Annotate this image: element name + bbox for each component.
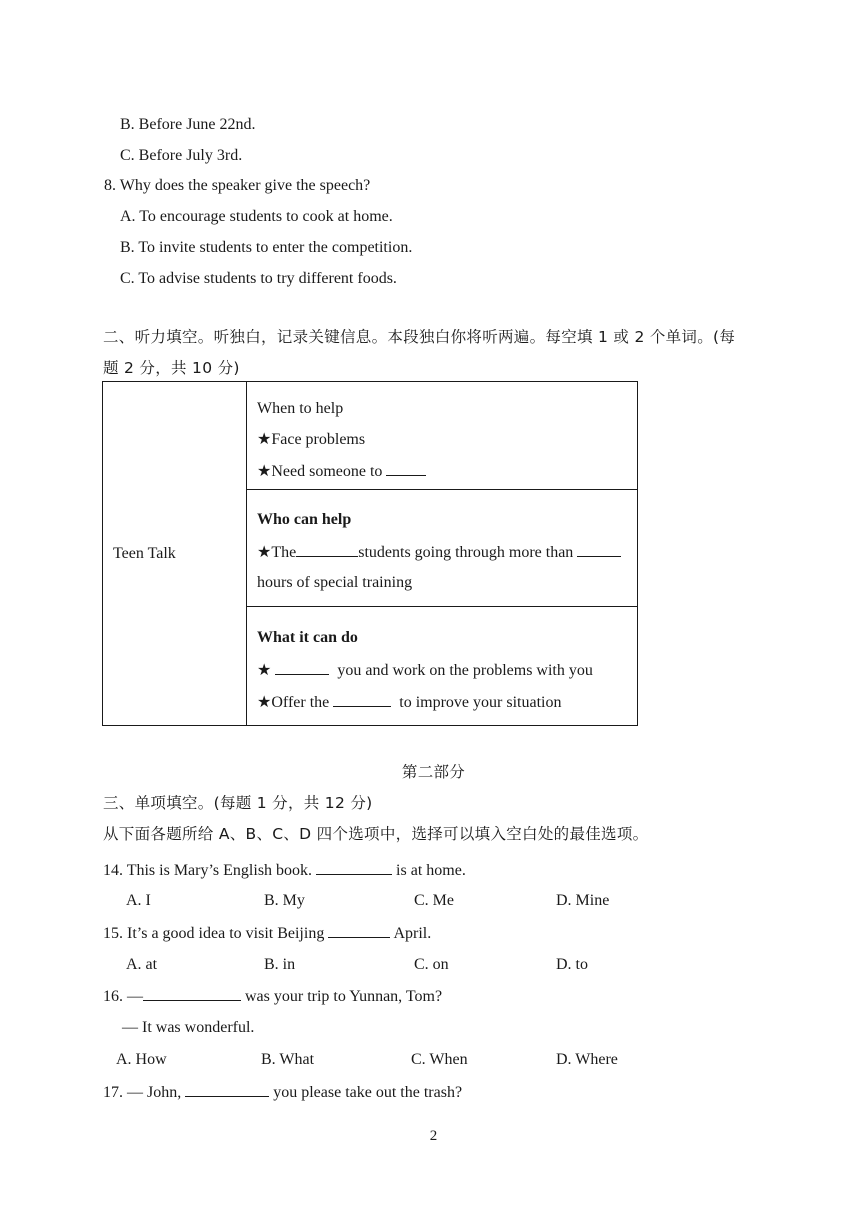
row-what-line2: ★Offer the to improve your situation <box>257 694 562 711</box>
q14-option-c[interactable]: C. Me <box>414 892 454 909</box>
q8-option-c: C. To advise students to try different foods. <box>120 270 397 287</box>
part2-title: 第二部分 <box>401 763 466 781</box>
q14-blank[interactable] <box>316 860 392 875</box>
row-when-title: When to help <box>257 400 344 417</box>
row-when-line1: ★Face problems <box>257 431 366 448</box>
q14-question: 14. This is Mary’s English book. is at home. <box>103 862 466 879</box>
listening-table <box>102 381 638 726</box>
q16-option-b[interactable]: B. What <box>261 1051 315 1068</box>
q16-option-a[interactable]: A. How <box>116 1051 167 1068</box>
q8-option-b: B. To invite students to enter the competition. <box>120 239 413 256</box>
q7-option-c: C. Before July 3rd. <box>120 147 243 164</box>
q8-option-a: A. To encourage students to cook at home. <box>120 208 393 225</box>
q14-option-a[interactable]: A. I <box>126 892 151 909</box>
page-number: 2 <box>429 1128 438 1144</box>
q16-option-c[interactable]: C. When <box>411 1051 468 1068</box>
q17-question: 17. — John, you please take out the trash? <box>103 1084 463 1101</box>
q17-blank[interactable] <box>185 1082 269 1097</box>
q16-reply: — It was wonderful. <box>122 1019 255 1036</box>
q15-option-b[interactable]: B. in <box>264 956 296 973</box>
q16-question: 16. — was your trip to Yunnan, Tom? <box>103 988 443 1005</box>
q15-blank[interactable] <box>328 923 390 938</box>
table-row-who <box>247 490 638 607</box>
q7-option-b: B. Before June 22nd. <box>120 116 256 133</box>
row-what-line1: ★ you and work on the problems with you <box>257 662 593 679</box>
q14-option-d[interactable]: D. Mine <box>556 892 610 909</box>
row-who-line1: ★The students going through more than <box>257 542 621 563</box>
q15-option-c[interactable]: C. on <box>414 956 449 973</box>
q15-option-d[interactable]: D. to <box>556 956 588 973</box>
row-what-title: What it can do <box>257 629 358 646</box>
table-left-label: Teen Talk <box>103 382 247 726</box>
q8-question: 8. Why does the speaker give the speech? <box>104 177 371 194</box>
blank-2[interactable] <box>296 542 358 557</box>
q14-option-b[interactable]: B. My <box>264 892 305 909</box>
blank-4[interactable] <box>275 660 329 675</box>
row-who-line2: hours of special training <box>257 574 413 591</box>
blank-5[interactable] <box>333 692 391 707</box>
row-when-line2: ★Need someone to <box>257 461 426 482</box>
table-row-what <box>247 607 638 726</box>
section3-instruction: 从下面各题所给 A、B、C、D 四个选项中，选择可以填入空白处的最佳选项。 <box>103 825 649 843</box>
table-row-when <box>247 382 638 490</box>
row-who-title: Who can help <box>257 511 352 528</box>
q15-question: 15. It’s a good idea to visit Beijing April. <box>103 925 432 942</box>
q15-option-a[interactable]: A. at <box>126 956 158 973</box>
section2-heading-line1: 二、听力填空。听独白，记录关键信息。本段独白你将听两遍。每空填 1 或 2 个单词。(每 <box>103 328 736 346</box>
section3-heading: 三、单项填空。(每题 1 分，共 12 分) <box>103 794 373 812</box>
section2-heading-line2: 题 2 分，共 10 分) <box>103 359 240 377</box>
q16-option-d[interactable]: D. Where <box>556 1051 618 1068</box>
q16-blank[interactable] <box>143 986 241 1001</box>
blank-1[interactable] <box>386 461 426 476</box>
blank-3[interactable] <box>577 542 621 557</box>
